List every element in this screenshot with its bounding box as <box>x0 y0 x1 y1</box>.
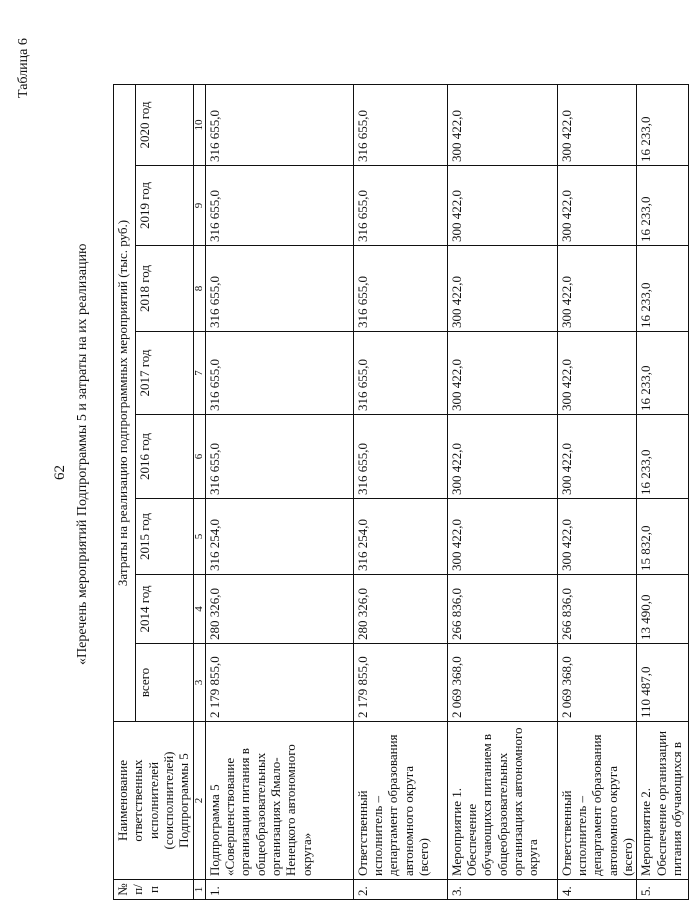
column-number: 8 <box>193 246 205 332</box>
table-row <box>447 85 557 900</box>
row-num: 4. <box>557 880 637 900</box>
row-num: 1. <box>205 880 353 900</box>
row-value: 316 254,0 <box>205 499 353 575</box>
row-value: 16 233,0 <box>637 415 689 499</box>
row-name: Мероприятие 2. Обеспечение организации питания обучающихся в <box>637 722 689 880</box>
costs-table <box>113 84 689 900</box>
header-year: 2019 год <box>135 166 193 246</box>
row-total: 2 069 368,0 <box>447 644 557 722</box>
row-total: 2 179 855,0 <box>353 644 447 722</box>
page-number: 62 <box>52 465 68 480</box>
table-row <box>353 85 447 900</box>
row-value: 300 422,0 <box>447 246 557 332</box>
row-value: 15 832,0 <box>637 499 689 575</box>
column-number: 6 <box>193 415 205 499</box>
row-value: 300 422,0 <box>557 85 637 166</box>
row-value: 300 422,0 <box>447 166 557 246</box>
row-num: 5. <box>637 880 689 900</box>
row-value: 316 655,0 <box>353 246 447 332</box>
row-value: 16 233,0 <box>637 166 689 246</box>
header-year: 2018 год <box>135 246 193 332</box>
row-name: Мероприятие 1. Обеспечение обучающихся питанием в общеобразовательных организациях автономного округа <box>447 722 557 880</box>
table-row <box>557 85 637 900</box>
header-name: Наименование ответственных исполнителей (соисполнителей) Подпрограммы 5 <box>114 722 194 880</box>
column-number-row <box>193 85 205 900</box>
header-year: 2015 год <box>135 499 193 575</box>
row-value: 300 422,0 <box>557 415 637 499</box>
column-number: 1 <box>193 880 205 900</box>
column-number: 5 <box>193 499 205 575</box>
row-num: 3. <box>447 880 557 900</box>
row-value: 280 326,0 <box>205 575 353 644</box>
row-value: 316 254,0 <box>353 499 447 575</box>
row-value: 300 422,0 <box>557 332 637 415</box>
row-value: 300 422,0 <box>557 166 637 246</box>
row-value: 316 655,0 <box>205 415 353 499</box>
row-value: 300 422,0 <box>557 499 637 575</box>
row-value: 316 655,0 <box>205 332 353 415</box>
row-value: 280 326,0 <box>353 575 447 644</box>
row-value: 266 836,0 <box>557 575 637 644</box>
header-year: 2016 год <box>135 415 193 499</box>
row-value: 16 233,0 <box>637 246 689 332</box>
column-number: 10 <box>193 85 205 166</box>
column-number: 2 <box>193 722 205 880</box>
table-row <box>205 85 353 900</box>
row-name: Ответственный исполнитель – департамент образования автономного округа (всего) <box>353 722 447 880</box>
row-value: 13 490,0 <box>637 575 689 644</box>
row-total: 2 179 855,0 <box>205 644 353 722</box>
header-year: 2020 год <box>135 85 193 166</box>
row-value: 266 836,0 <box>447 575 557 644</box>
row-value: 300 422,0 <box>447 499 557 575</box>
row-value: 16 233,0 <box>637 332 689 415</box>
column-number: 4 <box>193 575 205 644</box>
header-total: всего <box>135 644 193 722</box>
row-total: 2 069 368,0 <box>557 644 637 722</box>
header-year: 2014 год <box>135 575 193 644</box>
row-total: 110 487,0 <box>637 644 689 722</box>
header-num: № п/п <box>114 880 194 900</box>
row-value: 300 422,0 <box>447 332 557 415</box>
row-num: 2. <box>353 880 447 900</box>
row-value: 300 422,0 <box>447 415 557 499</box>
header-year: 2017 год <box>135 332 193 415</box>
row-value: 16 233,0 <box>637 85 689 166</box>
document-title: «Перечень мероприятий Подпрограммы 5 и затраты на их реализацию <box>75 243 90 665</box>
row-value: 316 655,0 <box>353 332 447 415</box>
row-value: 316 655,0 <box>205 166 353 246</box>
column-number: 7 <box>193 332 205 415</box>
row-value: 316 655,0 <box>353 415 447 499</box>
row-name: Ответственный исполнитель – департамент образования автономного округа (всего) <box>557 722 637 880</box>
header-costs-group: Затраты на реализацию подпрограммных мероприятий (тыс. руб.) <box>114 85 136 722</box>
row-value: 300 422,0 <box>447 85 557 166</box>
column-number: 9 <box>193 166 205 246</box>
column-number: 3 <box>193 644 205 722</box>
row-value: 316 655,0 <box>353 166 447 246</box>
row-value: 316 655,0 <box>353 85 447 166</box>
row-value: 316 655,0 <box>205 85 353 166</box>
row-value: 300 422,0 <box>557 246 637 332</box>
table-label: Таблица 6 <box>16 38 31 98</box>
table-row <box>637 85 689 900</box>
row-value: 316 655,0 <box>205 246 353 332</box>
row-name: Подпрограмма 5 «Совершенствование организации питания в общеобразовательных организациях Ямало-Ненецкого автономного округа» <box>205 722 353 880</box>
